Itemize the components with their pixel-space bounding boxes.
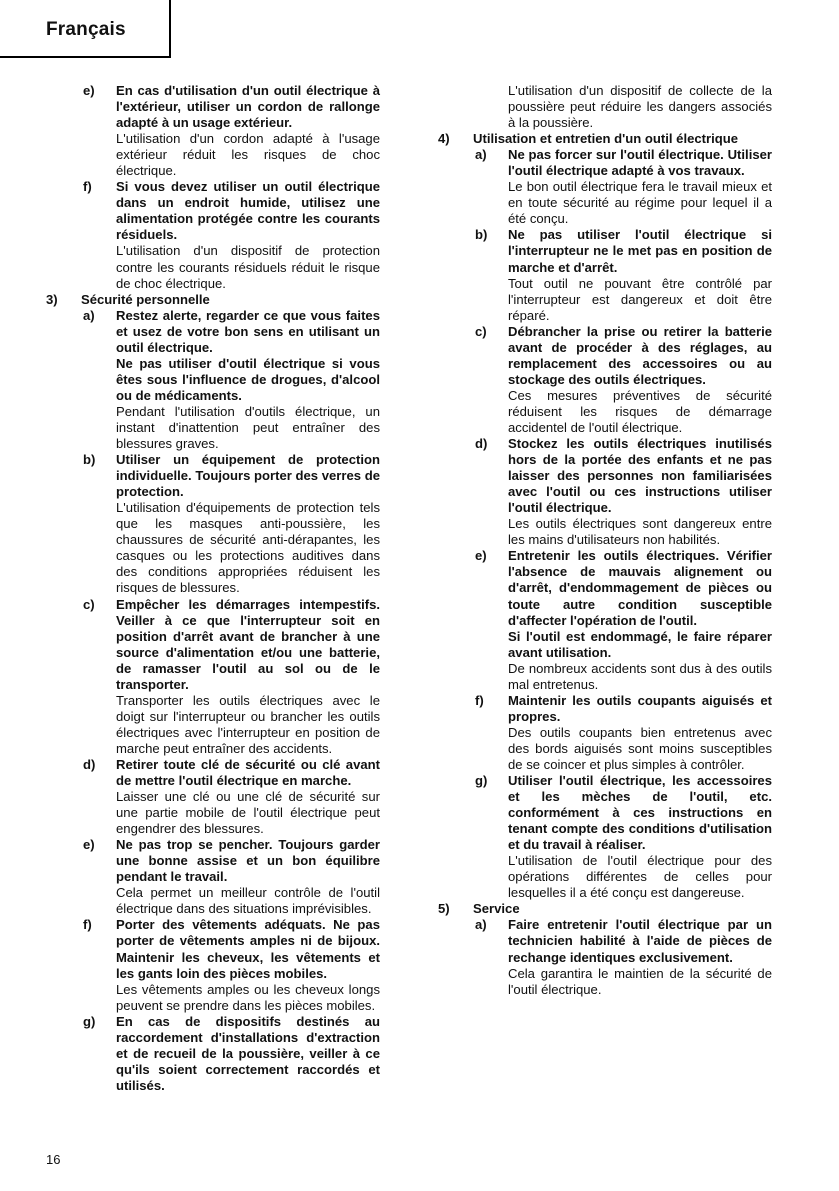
language-label: Français [46, 19, 126, 40]
left-column [46, 83, 380, 1094]
item-body: Ces mesures préventives de sécurité réduisent les risques de démarrage accidentel de l'outil électrique. [508, 387, 772, 435]
item-5a [438, 917, 772, 997]
item-4b [438, 227, 772, 323]
item-title: Faire entretenir l'outil électrique par un technicien habilité à l'aide de pièces de rechange identiques exclusivement. [508, 917, 772, 965]
item-marker: e) [83, 837, 95, 853]
item-title: Maintenir les outils coupants aiguisés et propres. [508, 692, 772, 724]
item-marker: f) [83, 917, 92, 933]
item-4a [438, 147, 772, 227]
item-title-2: Ne pas utiliser d'outil électrique si vous êtes sous l'influence de drogues, d'alcool ou de médicaments. [116, 355, 380, 403]
item-body: L'utilisation d'équipements de protection tels que les masques anti-poussière, les chaussures de sécurité anti-dérapantes, les casques ou les protections auditives dans des conditions appropriées réduisent les risques de blessures. [116, 500, 380, 596]
item-marker: f) [83, 179, 92, 195]
item-title: Stockez les outils électriques inutilisés hors de la portée des enfants et ne pas laisser des personnes non familiarisées avec l'outil ou ces instructions utiliser l'outil électrique. [508, 436, 772, 516]
item-3d [46, 757, 380, 837]
section-4-heading [438, 131, 772, 147]
item-marker: b) [475, 227, 488, 243]
item-marker: c) [83, 596, 95, 612]
page-number: 16 [46, 1152, 61, 1167]
item-3f [46, 917, 380, 1013]
item-title: Débrancher la prise ou retirer la batterie avant de procéder à des réglages, au remplacement des accessoires ou au stockage des outils électriques. [508, 323, 772, 387]
item-3e [46, 837, 380, 917]
item-marker: e) [83, 83, 95, 98]
item-marker: a) [475, 147, 487, 163]
item-3b [46, 452, 380, 596]
item-body: De nombreux accidents sont dus à des outils mal entretenus. [508, 660, 772, 692]
section-number: 4) [438, 131, 450, 147]
item-marker: a) [83, 307, 95, 323]
section-number: 3) [46, 291, 58, 307]
section-title: Service [473, 901, 520, 917]
item-body: Des outils coupants bien entretenus avec des bords aiguisés sont moins susceptibles de se coincer et plus simples à contrôler. [508, 724, 772, 772]
item-3a [46, 308, 380, 452]
item-body: L'utilisation d'un dispositif de collecte de la poussière peut réduire les dangers associés à la poussière. [508, 83, 772, 131]
item-4c [438, 324, 772, 436]
language-tab [0, 0, 171, 58]
item-title: Ne pas trop se pencher. Toujours garder une bonne assise et un bon équilibre pendant le travail. [116, 837, 380, 885]
item-body: Pendant l'utilisation d'outils électrique, un instant d'inattention peut entraîner des blessures graves. [116, 403, 380, 452]
item-title: En cas d'utilisation d'un outil électrique à l'extérieur, utiliser un cordon de rallonge adapté à un usage extérieur. [116, 83, 380, 131]
item-title: Utiliser un équipement de protection individuelle. Toujours porter des verres de protection. [116, 452, 380, 500]
item-title-2: Si l'outil est endommagé, le faire réparer avant utilisation. [508, 628, 772, 660]
item-3c [46, 597, 380, 757]
item-2e [46, 83, 380, 179]
item-title: Utiliser l'outil électrique, les accessoires et les mèches de l'outil, etc. conformément à ces instructions en tenant compte des conditions d'utilisation et du travail à réaliser. [508, 773, 772, 853]
item-2f [46, 179, 380, 291]
item-marker: f) [475, 692, 484, 708]
item-marker: g) [475, 773, 488, 789]
section-title: Sécurité personnelle [81, 291, 210, 307]
item-marker: a) [475, 917, 487, 933]
item-title: Restez alerte, regarder ce que vous faites et usez de votre bon sens en utilisant un outil électrique. [116, 307, 380, 355]
item-body: L'utilisation d'un cordon adapté à l'usage extérieur réduit les risques de choc électrique. [116, 131, 380, 179]
item-marker: g) [83, 1013, 96, 1029]
section-3-heading [46, 292, 380, 308]
item-title: Empêcher les démarrages intempestifs. Veiller à ce que l'interrupteur soit en position d'arrêt avant de brancher à une source d'alimentation et/ou une batterie, de ramasser l'outil au sol ou de le transporter. [116, 596, 380, 692]
item-body: L'utilisation d'un dispositif de protection contre les courants résiduels réduit le risque de choc électrique. [116, 243, 380, 291]
item-body: Cela garantira le maintien de la sécurité de l'outil électrique. [508, 965, 772, 997]
item-title: En cas de dispositifs destinés au raccordement d'installations d'extraction et de recueil de la poussière, veiller à ce qu'ils soient correctement raccordés et utilisés. [116, 1013, 380, 1093]
item-title: Ne pas forcer sur l'outil électrique. Utiliser l'outil électrique adapté à vos travaux. [508, 147, 772, 179]
item-title: Porter des vêtements adéquats. Ne pas porter de vêtements amples ni de bijoux. Maintenir les cheveux, les vêtements et les gants loin des pièces mobiles. [116, 917, 380, 981]
item-marker: e) [475, 548, 487, 564]
item-4d [438, 436, 772, 548]
right-column [438, 83, 772, 998]
item-marker: d) [83, 756, 96, 772]
item-body: Les vêtements amples ou les cheveux longs peuvent se prendre dans les pièces mobiles. [116, 981, 380, 1013]
item-body: Transporter les outils électriques avec le doigt sur l'interrupteur ou brancher les outils électriques avec l'interrupteur en position de marche peut entraîner des accidents. [116, 692, 380, 756]
item-3g-continued [438, 83, 772, 131]
item-body: L'utilisation de l'outil électrique pour des opérations différentes de celles pour lesquelles il a été conçu est dangereuse. [508, 853, 772, 901]
item-marker: b) [83, 452, 96, 468]
section-title: Utilisation et entretien d'un outil électrique [473, 131, 739, 147]
item-4g [438, 773, 772, 901]
item-marker: d) [475, 436, 488, 452]
item-3g [46, 1014, 380, 1094]
item-body: Le bon outil électrique fera le travail mieux et en toute sécurité au régime pour lequel il a été conçu. [508, 179, 772, 227]
item-4e [438, 548, 772, 692]
item-body: Tout outil ne pouvant être contrôlé par l'interrupteur est dangereux et doit être réparé. [508, 275, 772, 323]
section-5-heading [438, 901, 772, 917]
section-number: 5) [438, 901, 450, 917]
item-title: Ne pas utiliser l'outil électrique si l'interrupteur ne le met pas en position de marche et d'arrêt. [508, 227, 772, 275]
item-body: Laisser une clé ou une clé de sécurité sur une partie mobile de l'outil électrique peut engendrer des blessures. [116, 789, 380, 837]
item-body: Les outils électriques sont dangereux entre les mains d'utilisateurs non habilités. [508, 516, 772, 548]
item-marker: c) [475, 323, 487, 339]
item-body: Cela permet un meilleur contrôle de l'outil électrique dans des situations imprévisibles. [116, 885, 380, 917]
item-title: Si vous devez utiliser un outil électrique dans un endroit humide, utilisez une alimentation protégée contre les courants résiduels. [116, 179, 380, 243]
item-title: Entretenir les outils électriques. Vérifier l'absence de mauvais alignement ou d'arrêt, d'endommagement de pièces ou toute autre condition susceptible d'affecter l'opération de l'outil. [508, 548, 772, 628]
item-4f [438, 693, 772, 773]
item-title: Retirer toute clé de sécurité ou clé avant de mettre l'outil électrique en marche. [116, 756, 380, 789]
